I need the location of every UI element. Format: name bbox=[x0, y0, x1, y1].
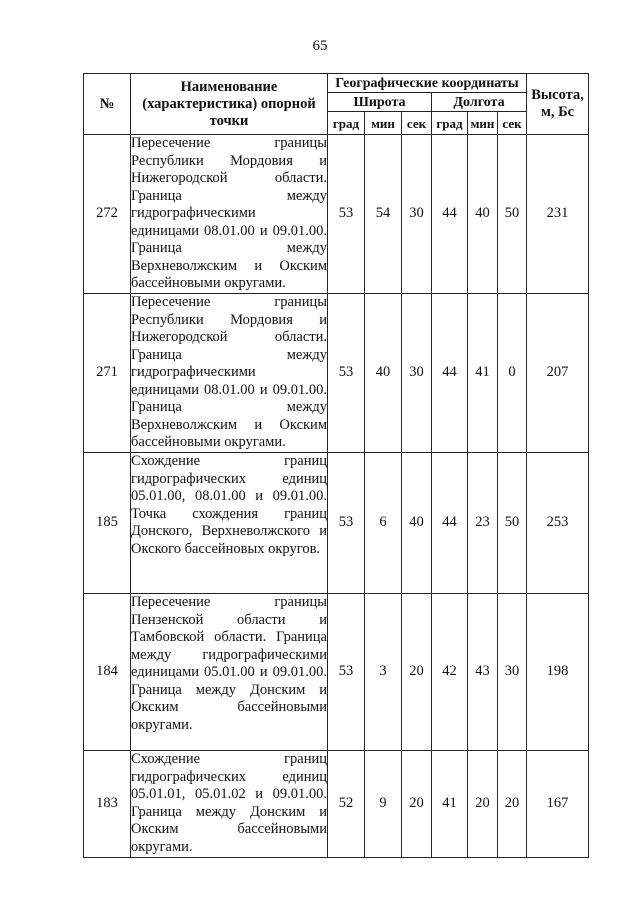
table-row bbox=[84, 135, 589, 294]
lat-deg: 53 bbox=[328, 135, 365, 294]
header-name: Наименование (характеристика) опорной точки bbox=[131, 74, 328, 135]
header-lon-min: мин bbox=[468, 112, 498, 135]
header-latitude: Широта bbox=[328, 93, 432, 112]
point-name: Пересечение границы Республики Мордовия и Нижегородской области. Граница между гидрографическими единицами 08.01.00 и 09.01.00. Граница между Верхневолжским и Окским бассейновыми округами. bbox=[131, 135, 328, 294]
lat-sec: 20 bbox=[402, 594, 432, 751]
table-row bbox=[84, 594, 589, 751]
height-value: 207 bbox=[527, 294, 589, 453]
lon-min: 43 bbox=[468, 594, 498, 751]
lat-deg: 53 bbox=[328, 594, 365, 751]
lat-min: 40 bbox=[365, 294, 402, 453]
point-number: 183 bbox=[84, 751, 131, 858]
height-value: 198 bbox=[527, 594, 589, 751]
lat-min: 3 bbox=[365, 594, 402, 751]
header-geo-coordinates: Географические координаты bbox=[328, 74, 527, 93]
table-row bbox=[84, 453, 589, 594]
lat-sec: 40 bbox=[402, 453, 432, 594]
lon-deg: 41 bbox=[432, 751, 468, 858]
lon-min: 41 bbox=[468, 294, 498, 453]
header-height: Высота, м, Бс bbox=[527, 74, 589, 135]
lon-deg: 44 bbox=[432, 453, 468, 594]
lat-min: 54 bbox=[365, 135, 402, 294]
header-lat-sec: сек bbox=[402, 112, 432, 135]
lon-min: 40 bbox=[468, 135, 498, 294]
height-value: 231 bbox=[527, 135, 589, 294]
lon-deg: 44 bbox=[432, 294, 468, 453]
height-value: 167 bbox=[527, 751, 589, 858]
lat-deg: 53 bbox=[328, 294, 365, 453]
point-name: Схождение границ гидрографических единиц 05.01.01, 05.01.02 и 09.01.00. Граница между Донским и Окским бассейновыми округами. bbox=[131, 751, 328, 858]
point-number: 272 bbox=[84, 135, 131, 294]
header-number: № bbox=[84, 74, 131, 135]
header-lon-deg: град bbox=[432, 112, 468, 135]
lat-min: 9 bbox=[365, 751, 402, 858]
lon-sec: 50 bbox=[498, 135, 527, 294]
lon-sec: 30 bbox=[498, 594, 527, 751]
lon-sec: 50 bbox=[498, 453, 527, 594]
lon-sec: 0 bbox=[498, 294, 527, 453]
point-number: 185 bbox=[84, 453, 131, 594]
lat-min: 6 bbox=[365, 453, 402, 594]
header-lat-min: мин bbox=[365, 112, 402, 135]
page-number: 65 bbox=[312, 38, 328, 54]
table-row bbox=[84, 294, 589, 453]
header-lon-sec: сек bbox=[498, 112, 527, 135]
point-name: Пересечение границы Пензенской области и Тамбовской области. Граница между гидрографическими единицами 05.01.00 и 09.01.00. Граница между Донским и Окским бассейновыми округами. bbox=[131, 594, 328, 751]
point-name: Пересечение границы Республики Мордовия и Нижегородской области. Граница между гидрографическими единицами 08.01.00 и 09.01.00. Граница между Верхневолжским и Окским бассейновыми округами. bbox=[131, 294, 328, 453]
lat-deg: 52 bbox=[328, 751, 365, 858]
lat-sec: 20 bbox=[402, 751, 432, 858]
header-lat-deg: град bbox=[328, 112, 365, 135]
reference-points-table bbox=[83, 73, 589, 858]
lon-min: 23 bbox=[468, 453, 498, 594]
lon-sec: 20 bbox=[498, 751, 527, 858]
lat-sec: 30 bbox=[402, 135, 432, 294]
point-name: Схождение границ гидрографических единиц 05.01.00, 08.01.00 и 09.01.00. Точка схождения границ Донского, Верхневолжского и Окского бассейновых округов. bbox=[131, 453, 328, 594]
lat-deg: 53 bbox=[328, 453, 365, 594]
lon-deg: 44 bbox=[432, 135, 468, 294]
lat-sec: 30 bbox=[402, 294, 432, 453]
table-row bbox=[84, 751, 589, 858]
point-number: 271 bbox=[84, 294, 131, 453]
height-value: 253 bbox=[527, 453, 589, 594]
lon-min: 20 bbox=[468, 751, 498, 858]
lon-deg: 42 bbox=[432, 594, 468, 751]
point-number: 184 bbox=[84, 594, 131, 751]
header-longitude: Долгота bbox=[432, 93, 527, 112]
